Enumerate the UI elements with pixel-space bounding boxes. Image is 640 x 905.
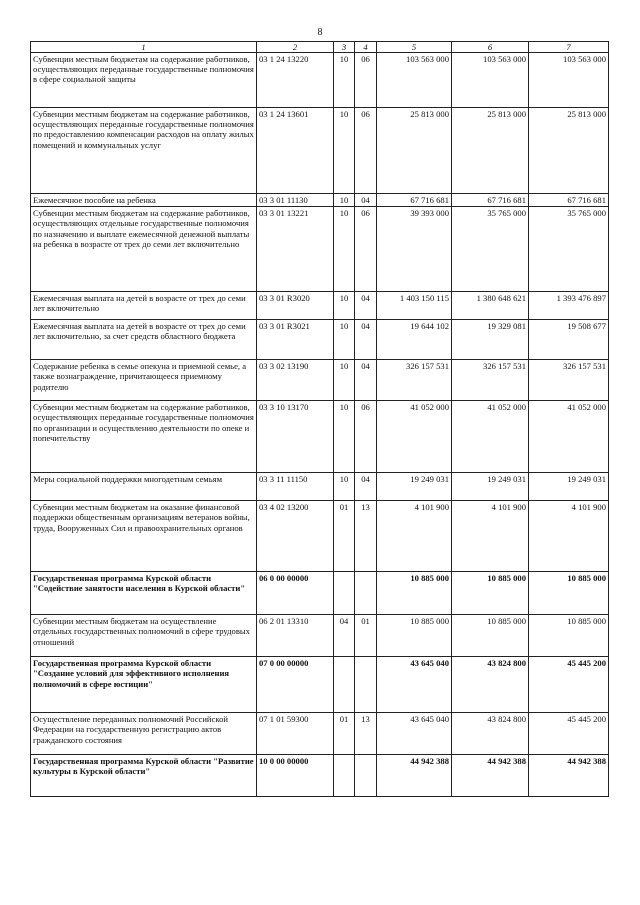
row-amount-3: 19 249 031: [529, 473, 609, 501]
row-subsection: 13: [355, 713, 377, 755]
row-amount-2: 19 249 031: [452, 473, 529, 501]
row-name: Государственная программа Курской области "Создание условий для эффективного исполнения полномочий в сфере юстиции": [31, 657, 257, 713]
row-subsection: 06: [355, 53, 377, 108]
row-amount-1: 43 645 040: [377, 713, 452, 755]
row-code: 06 2 01 13310: [257, 615, 334, 657]
row-name: Меры социальной поддержки многодетным семьям: [31, 473, 257, 501]
row-name: Содержание ребенка в семье опекуна и приемной семье, а также вознаграждение, причитающееся приемному родителю: [31, 360, 257, 401]
table-row: [31, 657, 609, 713]
table-row: [31, 473, 609, 501]
row-code: 03 3 01 R3020: [257, 292, 334, 320]
column-header: 7: [529, 42, 609, 53]
row-amount-2: 35 765 000: [452, 207, 529, 292]
row-amount-1: 44 942 388: [377, 755, 452, 797]
row-subsection: 04: [355, 292, 377, 320]
column-header: 6: [452, 42, 529, 53]
row-section: 10: [334, 207, 355, 292]
table-row: [31, 207, 609, 292]
table-row: [31, 615, 609, 657]
row-section: 04: [334, 615, 355, 657]
column-header: 5: [377, 42, 452, 53]
row-amount-2: 103 563 000: [452, 53, 529, 108]
row-section: [334, 572, 355, 615]
row-code: 07 0 00 00000: [257, 657, 334, 713]
column-header: 3: [334, 42, 355, 53]
row-amount-3: 326 157 531: [529, 360, 609, 401]
row-amount-3: 45 445 200: [529, 657, 609, 713]
row-amount-1: 10 885 000: [377, 615, 452, 657]
row-name: Субвенции местным бюджетам на содержание работников, осуществляющих отдельные государственные полномочия по назначению и выплате ежемесячной денежной выплаты на ребенка в возрасте от трех до семи лет включительно: [31, 207, 257, 292]
column-number-row: [31, 42, 609, 53]
row-amount-2: 44 942 388: [452, 755, 529, 797]
row-name: Государственная программа Курской области "Содействие занятости населения в Курской области": [31, 572, 257, 615]
row-code: 03 1 24 13601: [257, 108, 334, 194]
row-amount-2: 326 157 531: [452, 360, 529, 401]
row-amount-1: 67 716 681: [377, 194, 452, 207]
column-header: 4: [355, 42, 377, 53]
row-section: 10: [334, 360, 355, 401]
row-subsection: [355, 657, 377, 713]
row-subsection: 06: [355, 207, 377, 292]
row-code: 06 0 00 00000: [257, 572, 334, 615]
row-section: 10: [334, 320, 355, 360]
table-row: [31, 501, 609, 572]
row-amount-1: 103 563 000: [377, 53, 452, 108]
row-amount-1: 19 644 102: [377, 320, 452, 360]
column-header: 1: [31, 42, 257, 53]
row-code: 03 3 10 13170: [257, 401, 334, 473]
budget-table: [30, 41, 609, 797]
table-row: [31, 292, 609, 320]
row-amount-3: 4 101 900: [529, 501, 609, 572]
row-name: Субвенции местным бюджетам на оказание финансовой поддержки общественным организациям ветеранов войны, труда, Вооруженных Сил и правоохранительных органов: [31, 501, 257, 572]
row-name: Осуществление переданных полномочий Российской Федерации на государственную регистрацию актов гражданского состояния: [31, 713, 257, 755]
row-amount-3: 44 942 388: [529, 755, 609, 797]
row-amount-3: 67 716 681: [529, 194, 609, 207]
row-amount-2: 10 885 000: [452, 572, 529, 615]
row-amount-3: 19 508 677: [529, 320, 609, 360]
row-section: 10: [334, 473, 355, 501]
row-amount-1: 25 813 000: [377, 108, 452, 194]
row-subsection: 01: [355, 615, 377, 657]
row-code: 03 3 01 R3021: [257, 320, 334, 360]
row-amount-1: 326 157 531: [377, 360, 452, 401]
row-amount-1: 43 645 040: [377, 657, 452, 713]
row-name: Ежемесячное пособие на ребенка: [31, 194, 257, 207]
row-amount-3: 10 885 000: [529, 572, 609, 615]
row-amount-2: 43 824 800: [452, 657, 529, 713]
row-amount-2: 41 052 000: [452, 401, 529, 473]
table-row: [31, 53, 609, 108]
row-amount-3: 103 563 000: [529, 53, 609, 108]
row-amount-2: 4 101 900: [452, 501, 529, 572]
row-amount-3: 35 765 000: [529, 207, 609, 292]
row-amount-3: 41 052 000: [529, 401, 609, 473]
row-code: 03 3 02 13190: [257, 360, 334, 401]
row-amount-2: 1 380 648 621: [452, 292, 529, 320]
row-section: 01: [334, 501, 355, 572]
row-section: 10: [334, 53, 355, 108]
row-amount-3: 1 393 476 897: [529, 292, 609, 320]
table-row: [31, 713, 609, 755]
row-subsection: 13: [355, 501, 377, 572]
row-name: Субвенции местным бюджетам на осуществление отдельных государственных полномочий в сфере трудовых отношений: [31, 615, 257, 657]
row-amount-2: 43 824 800: [452, 713, 529, 755]
row-section: 10: [334, 292, 355, 320]
row-code: 07 1 01 59300: [257, 713, 334, 755]
row-section: 10: [334, 401, 355, 473]
row-section: 10: [334, 194, 355, 207]
row-amount-2: 25 813 000: [452, 108, 529, 194]
column-header: 2: [257, 42, 334, 53]
row-name: Ежемесячная выплата на детей в возрасте от трех до семи лет включительно, за счет средств областного бюджета: [31, 320, 257, 360]
table-row: [31, 360, 609, 401]
row-amount-2: 10 885 000: [452, 615, 529, 657]
row-subsection: 04: [355, 473, 377, 501]
row-subsection: 04: [355, 194, 377, 207]
row-section: 01: [334, 713, 355, 755]
row-name: Ежемесячная выплата на детей в возрасте от трех до семи лет включительно: [31, 292, 257, 320]
table-row: [31, 755, 609, 797]
row-code: 03 3 01 13221: [257, 207, 334, 292]
table-row: [31, 401, 609, 473]
row-subsection: 06: [355, 401, 377, 473]
row-subsection: 04: [355, 360, 377, 401]
row-amount-1: 19 249 031: [377, 473, 452, 501]
row-subsection: [355, 572, 377, 615]
row-section: [334, 755, 355, 797]
page-number: 8: [317, 27, 323, 38]
row-name: Субвенции местным бюджетам на содержание работников, осуществляющих переданные государственные полномочия по предоставлению компенсации расходов на оплату жилых помещений и коммунальных услуг: [31, 108, 257, 194]
row-amount-2: 19 329 081: [452, 320, 529, 360]
table-row: [31, 320, 609, 360]
row-code: 03 3 01 11130: [257, 194, 334, 207]
row-amount-1: 4 101 900: [377, 501, 452, 572]
row-subsection: [355, 755, 377, 797]
row-amount-2: 67 716 681: [452, 194, 529, 207]
row-code: 03 4 02 13200: [257, 501, 334, 572]
row-code: 03 1 24 13220: [257, 53, 334, 108]
row-name: Субвенции местным бюджетам на содержание работников, осуществляющих переданные государственные полномочия по организации и осуществлению деятельности по опеке и попечительству: [31, 401, 257, 473]
row-section: [334, 657, 355, 713]
table-row: [31, 108, 609, 194]
row-name: Государственная программа Курской области "Развитие культуры в Курской области": [31, 755, 257, 797]
row-section: 10: [334, 108, 355, 194]
row-amount-1: 39 393 000: [377, 207, 452, 292]
table-row: [31, 572, 609, 615]
row-amount-3: 45 445 200: [529, 713, 609, 755]
row-name: Субвенции местным бюджетам на содержание работников, осуществляющих переданные государственные полномочия в сфере социальной защиты: [31, 53, 257, 108]
table-row: [31, 194, 609, 207]
row-amount-1: 41 052 000: [377, 401, 452, 473]
row-subsection: 04: [355, 320, 377, 360]
row-code: 03 3 11 11150: [257, 473, 334, 501]
row-amount-3: 10 885 000: [529, 615, 609, 657]
row-subsection: 06: [355, 108, 377, 194]
row-code: 10 0 00 00000: [257, 755, 334, 797]
row-amount-1: 10 885 000: [377, 572, 452, 615]
row-amount-1: 1 403 150 115: [377, 292, 452, 320]
row-amount-3: 25 813 000: [529, 108, 609, 194]
